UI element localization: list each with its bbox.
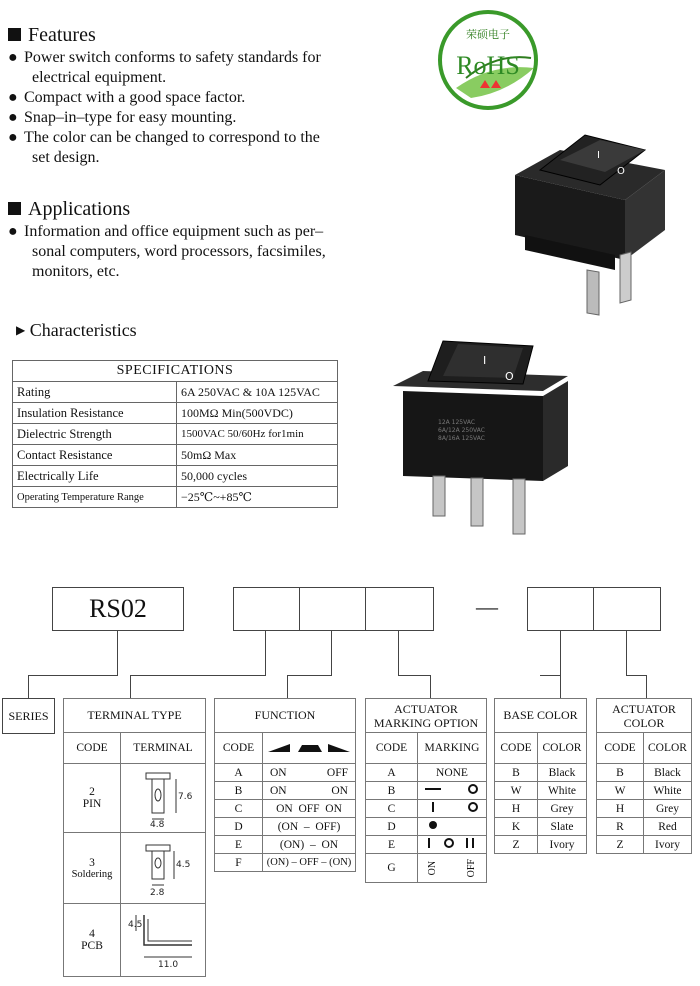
terminal-drawing-pcb: [121, 904, 206, 977]
actuator-color: Red: [644, 818, 692, 836]
actuator-code: W: [597, 782, 644, 800]
spec-key: Rating: [13, 382, 177, 403]
application-item-cont: monitors, etc.: [32, 263, 120, 280]
actuator-color: White: [644, 782, 692, 800]
feature-item-cont: set design.: [32, 149, 100, 166]
connector-line: [398, 630, 399, 675]
part-terminal-box: [233, 587, 300, 631]
connector-line: [540, 675, 561, 676]
actuator-color-table: [596, 698, 692, 854]
connector-line: [28, 675, 118, 676]
actuator-code: H: [597, 800, 644, 818]
connector-line: [287, 675, 288, 698]
rocker-positions-icon: [266, 740, 352, 754]
bar-circle-marking-icon: [421, 801, 483, 813]
spec-key: Operating Temperature Range: [13, 487, 177, 508]
spec-value: 6A 250VAC & 10A 125VAC: [177, 382, 338, 403]
spec-value: 1500VAC 50/60Hz for1min: [177, 424, 338, 445]
function-value: (ON – OFF): [263, 818, 356, 836]
triangle-right-icon: ▶: [16, 323, 26, 337]
base-color: Slate: [538, 818, 587, 836]
part-dash: —: [476, 594, 498, 619]
function-code: E: [215, 836, 263, 854]
pin-terminal-drawing: [128, 767, 198, 827]
base-color-title: BASE COLOR: [495, 699, 587, 733]
connector-line: [117, 630, 118, 675]
terminal-code-cell: 4 PCB: [64, 904, 121, 977]
base-color: Ivory: [538, 836, 587, 854]
connector-line: [560, 630, 561, 698]
marking-value: NONE: [418, 764, 487, 782]
feature-item: ● The color can be changed to correspond to the: [8, 129, 320, 146]
features-list: [8, 48, 408, 168]
dash-circle-marking-icon: [421, 783, 483, 795]
part-marking-box: [365, 587, 434, 631]
base-code: K: [495, 818, 538, 836]
terminal-code-cell: 2 PIN: [64, 764, 121, 833]
part-actuator-color-box: [593, 587, 661, 631]
marking-title: ACTUATOR MARKING OPTION: [366, 699, 487, 733]
connector-line: [28, 675, 29, 698]
pcb-terminal-drawing: [126, 909, 200, 969]
dim-label: 11.0: [158, 959, 179, 969]
actuator-code: Z: [597, 836, 644, 854]
connector-line: [398, 675, 430, 676]
dot-marking-icon: [421, 819, 483, 831]
application-item: ● Information and office equipment such as per–: [8, 223, 324, 240]
rohs-logo: [436, 8, 540, 112]
connector-line: [331, 630, 332, 675]
base-color-table: [494, 698, 587, 854]
square-bullet-icon: [8, 202, 21, 215]
specifications-table: [12, 360, 338, 508]
marking-symbol: [418, 818, 487, 836]
part-function-box: [299, 587, 366, 631]
base-color: Grey: [538, 800, 587, 818]
function-value: (ON) – ON: [263, 836, 356, 854]
marking-symbol: [418, 782, 487, 800]
spec-key: Electrically Life: [13, 466, 177, 487]
connector-line: [130, 675, 131, 698]
connector-line: [626, 675, 646, 676]
feature-item-cont: electrical equipment.: [32, 69, 167, 86]
switch-off-mark: O: [617, 166, 625, 177]
rating-text: 12A 125VAC: [438, 419, 476, 426]
marking-symbol: [418, 836, 487, 854]
function-value: ON ON: [263, 782, 356, 800]
function-code: D: [215, 818, 263, 836]
base-color: White: [538, 782, 587, 800]
spec-value: 50,000 cycles: [177, 466, 338, 487]
terminal-code-header: CODE: [64, 733, 121, 764]
feature-item: ● Snap–in–type for easy mounting.: [8, 109, 237, 126]
actuator-marking-table: [365, 698, 487, 883]
spec-key: Insulation Resistance: [13, 403, 177, 424]
spec-key: Dielectric Strength: [13, 424, 177, 445]
function-code-header: CODE: [215, 733, 263, 764]
marking-code-header: CODE: [366, 733, 418, 764]
spec-value: 100MΩ Min(500VDC): [177, 403, 338, 424]
function-rocker-header: [263, 733, 356, 764]
square-bullet-icon: [8, 28, 21, 41]
applications-heading: Applications: [8, 198, 130, 220]
actuator-code: R: [597, 818, 644, 836]
actuator-color: Black: [644, 764, 692, 782]
switch-photo-bottom: [383, 336, 583, 536]
terminal-code-cell: 3 Soldering: [64, 833, 121, 904]
terminal-header: TERMINAL: [121, 733, 206, 764]
part-code: RS02: [89, 594, 147, 623]
marking-code: C: [366, 800, 418, 818]
function-code: F: [215, 854, 263, 872]
connector-line: [265, 630, 266, 675]
spec-key: Contact Resistance: [13, 445, 177, 466]
feature-item: ● Power switch conforms to safety standards for: [8, 49, 321, 66]
terminal-drawing-pin: [121, 764, 206, 833]
logo-rohs-text: RoHS: [456, 51, 520, 80]
specifications-title: SPECIFICATIONS: [13, 361, 338, 382]
switch-off-mark: O: [505, 370, 514, 383]
function-value: ON OFF: [263, 764, 356, 782]
application-item-cont: sonal computers, word processors, facsimiles,: [32, 243, 326, 260]
applications-list: [8, 222, 408, 282]
dim-label: 4.5: [128, 919, 143, 930]
actuator-color-header: COLOR: [644, 733, 692, 764]
actuator-code: B: [597, 764, 644, 782]
feature-item: ● Compact with a good space factor.: [8, 89, 246, 106]
marking-code: D: [366, 818, 418, 836]
connector-line: [646, 675, 647, 698]
soldering-terminal-drawing: [128, 837, 198, 897]
part-series-box: [52, 587, 184, 631]
connector-line: [626, 630, 627, 675]
actuator-color: Ivory: [644, 836, 692, 854]
terminal-drawing-soldering: [121, 833, 206, 904]
marking-header: MARKING: [418, 733, 487, 764]
base-code: H: [495, 800, 538, 818]
spec-value: −25℃~+85℃: [177, 487, 338, 508]
dim-label: 4.5: [176, 859, 191, 870]
switch-on-mark: I: [483, 354, 487, 367]
function-table: [214, 698, 356, 872]
characteristics-heading: ▶ Characteristics: [16, 320, 137, 340]
dim-label: 7.6: [178, 791, 193, 802]
marking-symbol: ON OFF: [418, 854, 487, 883]
features-heading: Features: [8, 24, 96, 46]
dim-label: 4.8: [150, 819, 165, 827]
function-code: A: [215, 764, 263, 782]
connector-line: [430, 675, 431, 698]
function-code: B: [215, 782, 263, 800]
function-title: FUNCTION: [215, 699, 356, 733]
logo-cn-text: 荣硕电子: [466, 28, 510, 41]
marking-code: E: [366, 836, 418, 854]
marking-code: A: [366, 764, 418, 782]
base-code: B: [495, 764, 538, 782]
marking-code: G: [366, 854, 418, 883]
actuator-code-header: CODE: [597, 733, 644, 764]
base-code: Z: [495, 836, 538, 854]
marking-symbol: [418, 800, 487, 818]
dim-label: 2.8: [150, 887, 165, 897]
marking-code: B: [366, 782, 418, 800]
bar-circle-double-bar-marking-icon: [421, 837, 483, 849]
actuator-color: Grey: [644, 800, 692, 818]
spec-value: 50mΩ Max: [177, 445, 338, 466]
switch-on-mark: I: [597, 150, 600, 161]
base-color-header: COLOR: [538, 733, 587, 764]
connector-line: [287, 675, 332, 676]
connector-line: [130, 675, 266, 676]
function-value: ON OFF ON: [263, 800, 356, 818]
function-value: (ON) – OFF – (ON): [263, 854, 356, 872]
terminal-title: TERMINAL TYPE: [64, 699, 206, 733]
base-color: Black: [538, 764, 587, 782]
series-box: SERIES: [2, 698, 55, 734]
terminal-type-table: [63, 698, 206, 977]
base-code-header: CODE: [495, 733, 538, 764]
base-code: W: [495, 782, 538, 800]
rating-text: 6A/12A 250VAC: [438, 427, 485, 434]
part-base-color-box: [527, 587, 594, 631]
actuator-color-title: ACTUATOR COLOR: [597, 699, 692, 733]
function-code: C: [215, 800, 263, 818]
switch-photo-top: [505, 130, 675, 330]
rating-text: 8A/16A 125VAC: [438, 435, 485, 442]
